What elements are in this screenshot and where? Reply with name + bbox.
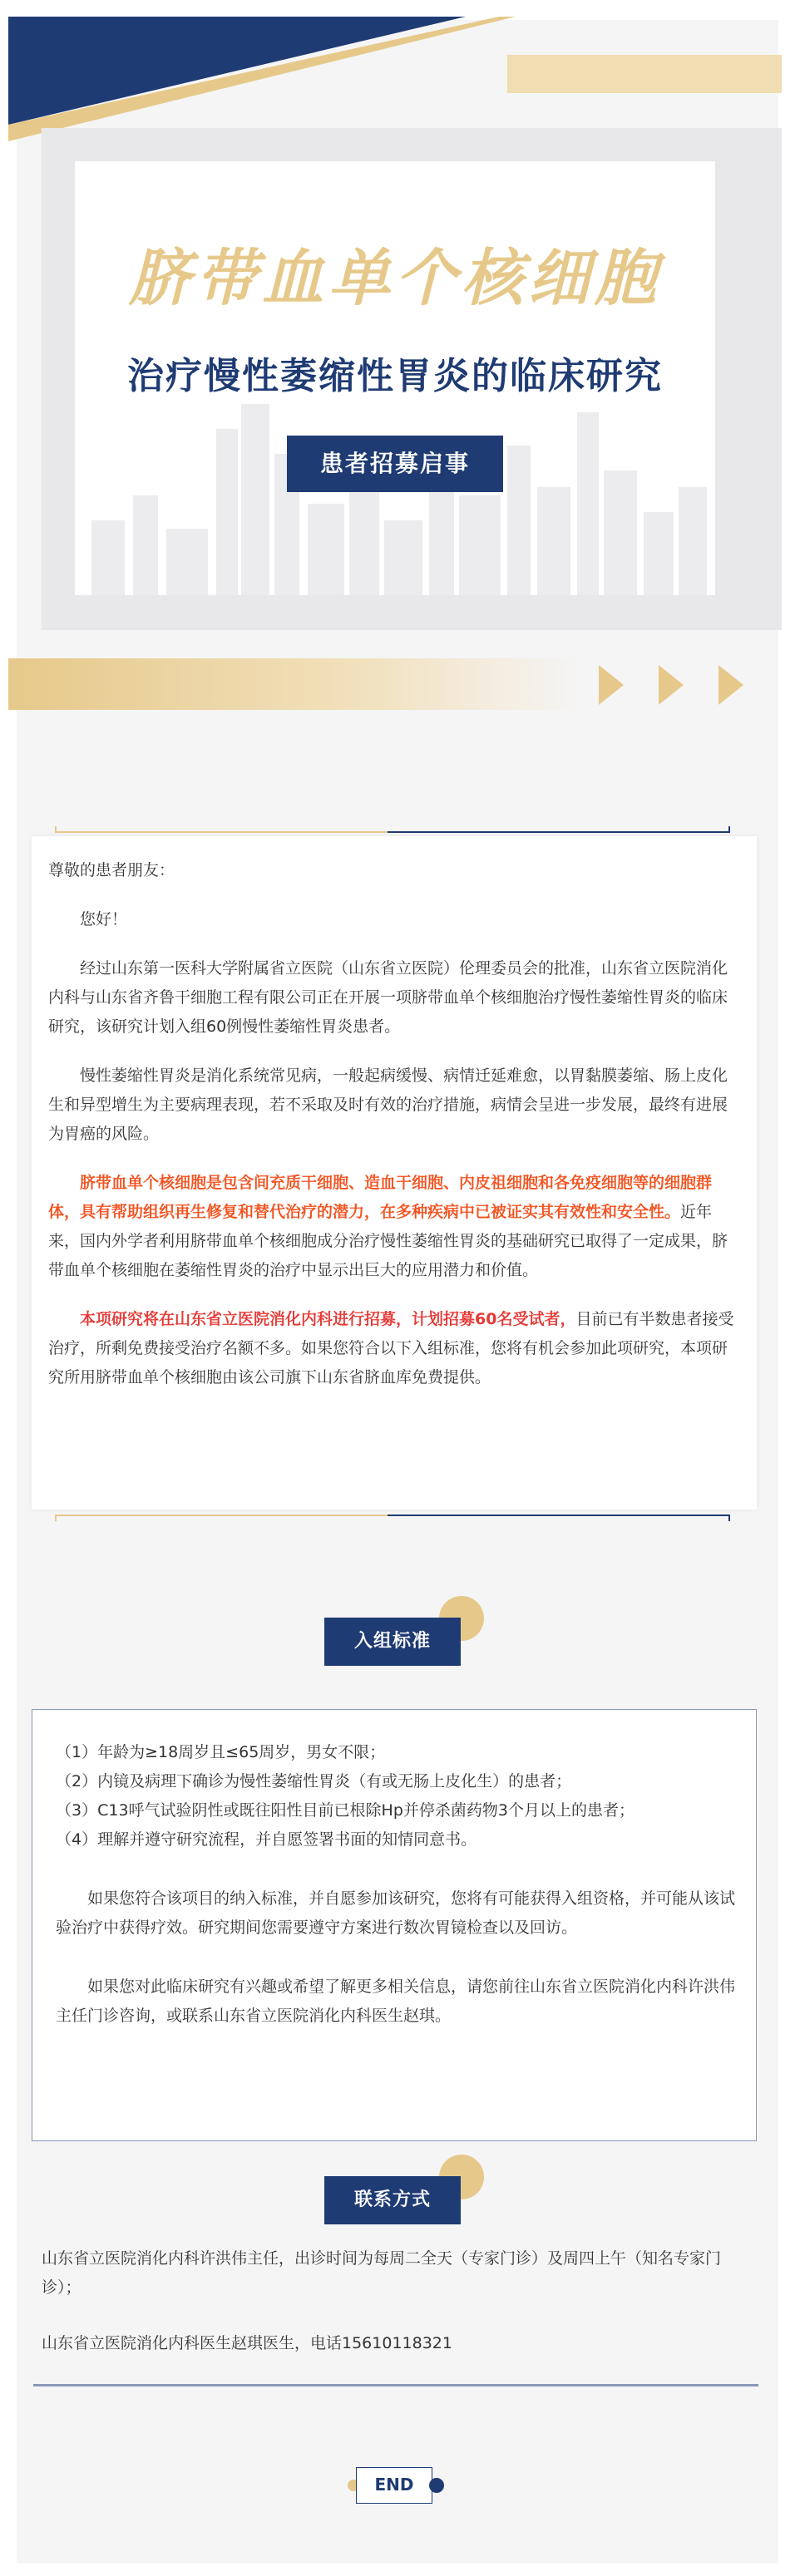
greeting: 您好！ [80, 910, 128, 928]
paragraph-text: 近年来，国内外学者利用脐带血单个核细胞成分治疗慢性萎缩性胃炎的基础研究已取得了一定成果，脐带血单个核细胞在萎缩性胃炎的治疗中显示出巨大的应用潜力和价值。 [48, 1203, 728, 1279]
corner-tick [55, 826, 57, 833]
criteria-paragraph-1: 如果您符合该项目的纳入标准，并自愿参加该研究，您将有可能获得入组资格，并可能从该试验治疗中获得疗效。研究期间您需要遵守方案进行数次胃镜检查以及回访。 [56, 1889, 736, 1937]
corner-tick [728, 826, 730, 833]
paragraph-text: 目前已有半数患者接受治疗，所剩免费接受治疗名额不多。如果您符合以下入组标准，您将有机会参加此项研究，本项研究所用脐带血单个核细胞由该公司旗下山东省脐血库免费提供。 [48, 1310, 734, 1387]
divider-bottom-blue [388, 1515, 730, 1516]
section-title: 入组标准 [324, 1618, 461, 1666]
intro-paragraph-3 [48, 1169, 740, 1285]
triangle-arrows-icon [599, 662, 765, 708]
decor-dot [429, 2478, 444, 2493]
criteria-item: （3）C13呼气试验阴性或既往阳性目前已根除Hp并停杀菌药物3个月以上的患者； [56, 1801, 635, 1820]
divider-top-gold [55, 831, 388, 833]
criteria-section-header [324, 1618, 491, 1666]
highlight-text: 在多种疾病中已被证实其有效性和安全性 [380, 1203, 665, 1221]
intro-paragraph-4 [48, 1305, 740, 1392]
end-label: END [356, 2467, 432, 2504]
criteria-item: （1）年龄为≥18周岁且≤65周岁，男女不限； [56, 1743, 386, 1761]
hero-card [75, 161, 715, 595]
contact-section-header [324, 2176, 491, 2224]
contact-divider [33, 2384, 758, 2386]
end-marker [348, 2467, 441, 2504]
salutation: 尊敬的患者朋友： [48, 861, 175, 879]
gold-banner-bar [8, 658, 582, 710]
highlight-text: 脐带血单个核细胞是包含间充质干细胞、造血干细胞、内皮祖细胞和各免疫细胞等的细胞群体，具有帮助组织再生修复和替代治疗的潜力， [48, 1174, 713, 1221]
intro-paragraph-1: 经过山东第一医科大学附属省立医院（山东省立医院）伦理委员会的批准，山东省立医院消化内科与山东省齐鲁干细胞工程有限公司正在开展一项脐带血单个核细胞治疗慢性萎缩性胃炎的临床研究，该研究计划入组60例慢性萎缩性胃炎患者。 [48, 959, 728, 1036]
corner-tick [728, 1515, 730, 1521]
recruitment-badge: 患者招募启事 [287, 436, 503, 492]
criteria-item: （2）内镜及病理下确诊为慢性萎缩性胃炎（有或无肠上皮化生）的患者； [56, 1772, 572, 1790]
contact-line-doctor: 山东省立医院消化内科医生赵琪医生，电话15610118321 [42, 2334, 452, 2352]
intro-paragraph-2: 慢性萎缩性胃炎是消化系统常见病，一般起病缓慢、病情迁延难愈，以胃黏膜萎缩、肠上皮化生和异型增生为主要病理表现，若不采取及时有效的治疗措施，病情会呈进一步发展，最终有进展为胃癌的风险。 [48, 1066, 728, 1143]
contact-line-director: 山东省立医院消化内科许洪伟主任，出诊时间为每周二全天（专家门诊）及周四上午（知名专家门诊）； [42, 2249, 722, 2297]
hero-subtitle: 治疗慢性萎缩性胃炎的临床研究 [127, 355, 663, 397]
contact-info [42, 2244, 757, 2358]
divider-top-blue [388, 831, 730, 833]
corner-tick [55, 1515, 57, 1521]
section-title: 联系方式 [324, 2176, 461, 2224]
criteria-paragraph-2: 如果您对此临床研究有兴趣或希望了解更多相关信息，请您前往山东省立医院消化内科许洪伟主任门诊咨询，或联系山东省立医院消化内科医生赵琪。 [56, 1978, 736, 2025]
criteria-item: （4）理解并遵守研究流程，并自愿签署书面的知情同意书。 [56, 1830, 477, 1849]
criteria-box [32, 1709, 757, 2141]
highlight-text: 。 [664, 1203, 681, 1221]
intro-card [32, 836, 757, 1510]
hero-title: 脐带血单个核细胞 [129, 243, 661, 314]
highlight-text: 本项研究将在山东省立医院消化内科进行招募，计划招募60名受试者， [80, 1310, 576, 1328]
divider-bottom-gold [55, 1515, 388, 1516]
